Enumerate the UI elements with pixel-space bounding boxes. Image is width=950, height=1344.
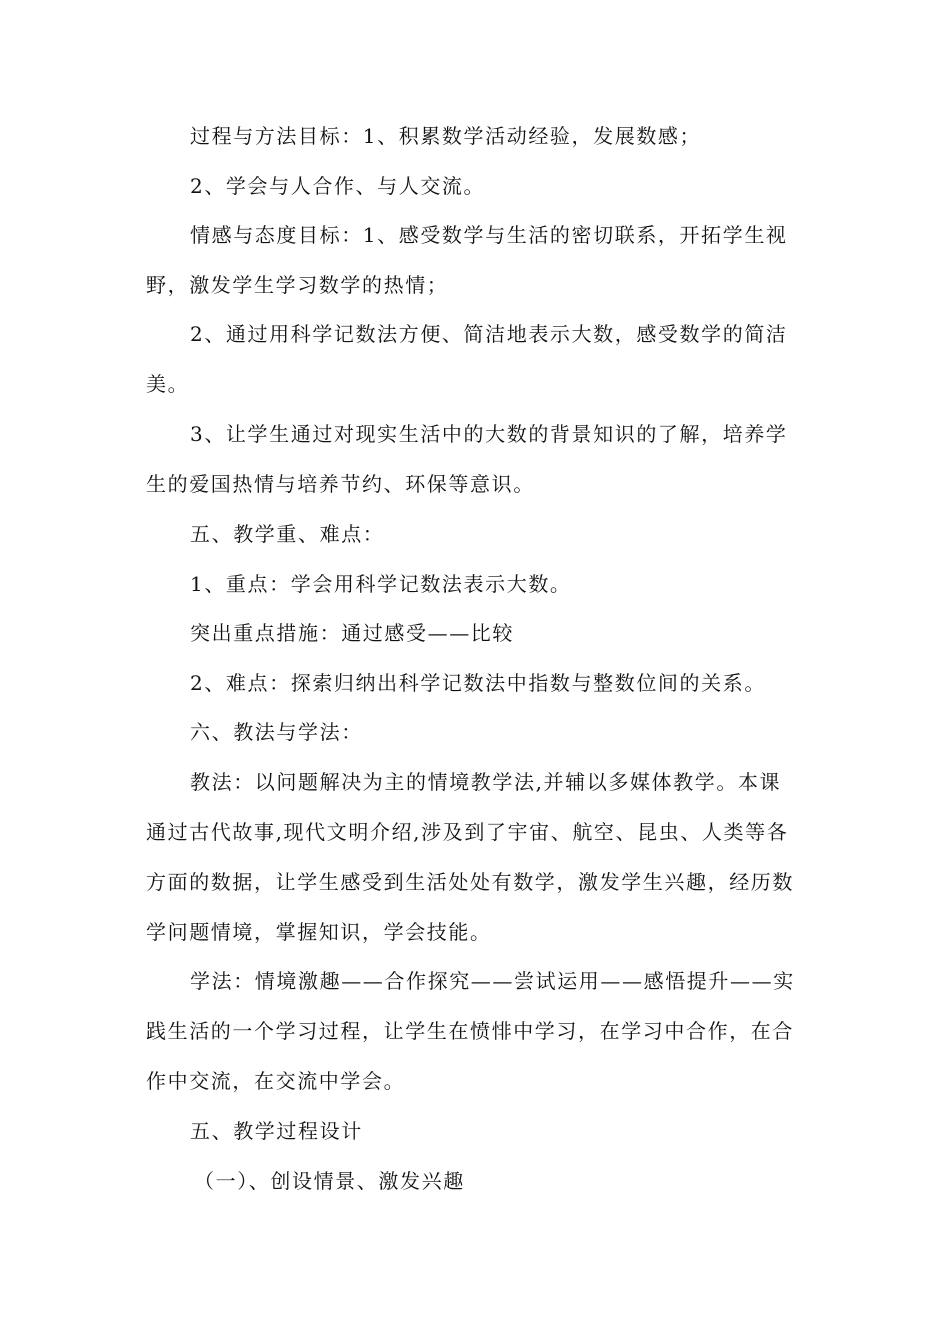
paragraph-line: 3、让学生通过对现实生活中的大数的背景知识的了解，培养学 — [190, 422, 788, 446]
paragraph-line: 情感与态度目标：1、感受数学与生活的密切联系，开拓学生视 — [190, 223, 788, 247]
subsection-heading: （一）、创设情景、激发兴趣 — [194, 1169, 465, 1193]
section-heading: 五、教学过程设计 — [190, 1119, 363, 1143]
paragraph-line: 美。 — [146, 372, 190, 396]
paragraph-line: 方面的数据，让学生感受到生活处处有数学，激发学生兴趣，经历数 — [146, 870, 794, 894]
paragraph-line: 教法：以问题解决为主的情境教学法,并辅以多媒体教学。本课 — [190, 770, 782, 794]
paragraph-line: 作中交流，在交流中学会。 — [146, 1069, 406, 1093]
paragraph-line: 2、难点：探索归纳出科学记数法中指数与整数位间的关系。 — [190, 671, 766, 695]
section-heading: 六、教法与学法： — [190, 720, 363, 744]
paragraph-line: 2、通过用科学记数法方便、简洁地表示大数，感受数学的简洁 — [190, 322, 788, 346]
paragraph-line: 生的爱国热情与培养节约、环保等意识。 — [146, 472, 535, 496]
section-heading: 五、教学重、难点： — [190, 522, 385, 546]
paragraph-line: 突出重点措施：通过感受——比较 — [190, 621, 514, 645]
paragraph-line: 践生活的一个学习过程，让学生在愤悱中学习，在学习中合作，在合 — [146, 1019, 794, 1043]
paragraph-line: 2、学会与人合作、与人交流。 — [190, 174, 486, 198]
paragraph-line: 学法：情境激趣——合作探究——尝试运用——感悟提升——实 — [190, 969, 795, 993]
paragraph-line: 学问题情境，掌握知识，学会技能。 — [146, 920, 492, 944]
paragraph-line: 通过古代故事,现代文明介绍,涉及到了宇宙、航空、昆虫、人类等各 — [146, 820, 789, 844]
paragraph-line: 1、重点：学会用科学记数法表示大数。 — [190, 572, 572, 596]
paragraph-line: 野，激发学生学习数学的热情； — [146, 273, 449, 297]
paragraph-line: 过程与方法目标：1、积累数学活动经验，发展数感； — [190, 124, 702, 148]
